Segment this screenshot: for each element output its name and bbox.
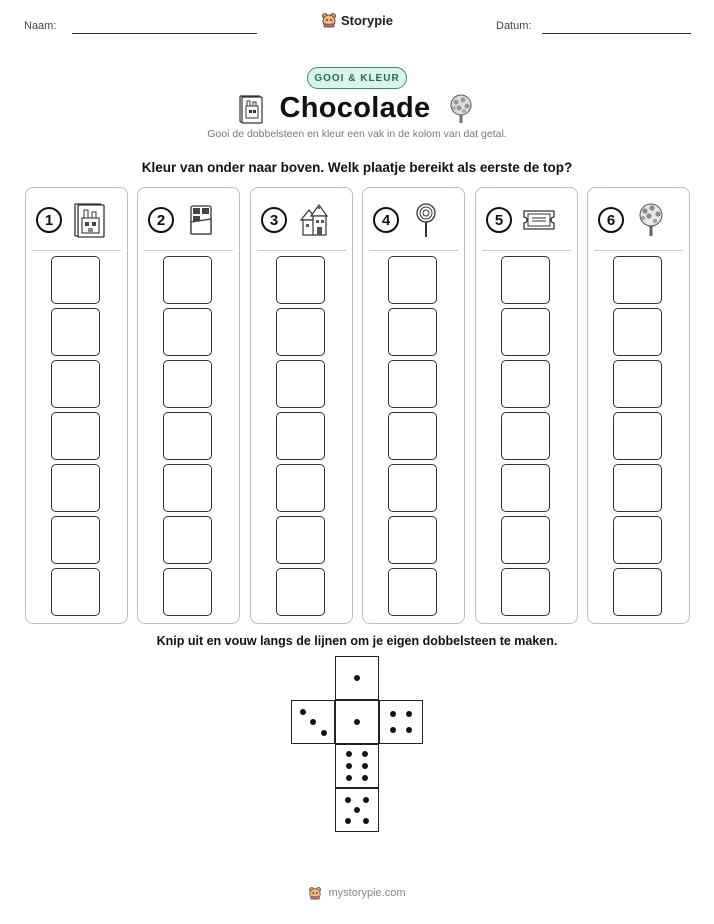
column-6 — [587, 187, 690, 624]
chocolate-bar-icon — [184, 202, 218, 238]
name-line[interactable] — [72, 33, 257, 34]
color-cell[interactable] — [388, 568, 437, 616]
color-cell[interactable] — [388, 256, 437, 304]
candy-tree-icon — [634, 202, 668, 238]
dice-instruction: Knip uit en vouw langs de lijnen om je eigen dobbelsteen te maken. — [156, 634, 558, 648]
color-cell[interactable] — [276, 412, 325, 460]
cell-stack — [501, 256, 550, 620]
dice-pip — [346, 751, 352, 757]
dice-face[interactable] — [379, 700, 423, 744]
dice-face[interactable] — [291, 700, 335, 744]
dice-pip — [363, 818, 369, 824]
color-cell[interactable] — [388, 464, 437, 512]
color-cell[interactable] — [501, 256, 550, 304]
dice-pip — [354, 807, 360, 813]
color-cell[interactable] — [613, 516, 662, 564]
color-cell[interactable] — [613, 568, 662, 616]
dice-pip — [354, 675, 360, 681]
dice-pip — [390, 711, 396, 717]
column-2 — [137, 187, 240, 624]
footer-url: mystorypie.com — [328, 887, 406, 899]
column-number: 1 — [36, 207, 62, 233]
dice-pip — [362, 763, 368, 769]
cell-stack — [51, 256, 100, 620]
color-cell[interactable] — [501, 516, 550, 564]
color-cell[interactable] — [501, 464, 550, 512]
color-cell[interactable] — [276, 568, 325, 616]
chocolate-factory-book-icon — [238, 94, 264, 124]
color-cell[interactable] — [501, 412, 550, 460]
column-4 — [362, 187, 465, 624]
color-cell[interactable] — [388, 308, 437, 356]
color-cell[interactable] — [613, 360, 662, 408]
column-number: 3 — [261, 207, 287, 233]
color-cell[interactable] — [51, 516, 100, 564]
color-cell[interactable] — [501, 308, 550, 356]
storypie-bear-icon — [308, 886, 322, 900]
footer — [0, 886, 714, 900]
color-cell[interactable] — [51, 412, 100, 460]
color-cell[interactable] — [163, 256, 212, 304]
color-cell[interactable] — [163, 516, 212, 564]
dice-pip — [321, 730, 327, 736]
dice-pip — [363, 797, 369, 803]
cell-stack — [388, 256, 437, 620]
color-cell[interactable] — [613, 464, 662, 512]
page-title: Chocolade — [279, 92, 431, 124]
color-cell[interactable] — [276, 464, 325, 512]
color-cell[interactable] — [51, 256, 100, 304]
dice-pip — [362, 751, 368, 757]
dice-pip — [406, 711, 412, 717]
brand-logo — [0, 12, 714, 28]
candy-tree-title-icon — [446, 93, 476, 125]
color-cell[interactable] — [613, 256, 662, 304]
column-5 — [475, 187, 578, 624]
color-cell[interactable] — [163, 464, 212, 512]
dice-face[interactable] — [335, 788, 379, 832]
golden-ticket-icon — [522, 202, 556, 238]
color-cell[interactable] — [388, 360, 437, 408]
color-cell[interactable] — [388, 412, 437, 460]
dice-pip — [354, 719, 360, 725]
lollipop-icon — [409, 202, 443, 238]
color-cell[interactable] — [276, 256, 325, 304]
column-3 — [250, 187, 353, 624]
color-cell[interactable] — [501, 360, 550, 408]
dice-face[interactable] — [335, 700, 379, 744]
color-cell[interactable] — [613, 412, 662, 460]
color-cell[interactable] — [51, 360, 100, 408]
color-cell[interactable] — [163, 360, 212, 408]
date-label: Datum: — [496, 20, 532, 32]
color-cell[interactable] — [388, 516, 437, 564]
chocolate-factory-icon — [72, 202, 106, 238]
color-cell[interactable] — [276, 308, 325, 356]
question-heading: Kleur van onder naar boven. Welk plaatje bereikt als eerste de top? — [141, 160, 573, 175]
color-cell[interactable] — [51, 464, 100, 512]
column-number: 4 — [373, 207, 399, 233]
candy-house-icon — [297, 202, 331, 238]
color-cell[interactable] — [501, 568, 550, 616]
color-cell[interactable] — [276, 516, 325, 564]
dice-pip — [345, 797, 351, 803]
dice-pip — [362, 775, 368, 781]
color-cell[interactable] — [613, 308, 662, 356]
column-number: 2 — [148, 207, 174, 233]
page-subtitle: Gooi de dobbelsteen en kleur een vak in de kolom van dat getal. — [207, 128, 507, 140]
cell-stack — [163, 256, 212, 620]
color-cell[interactable] — [163, 308, 212, 356]
dice-pip — [346, 775, 352, 781]
date-line[interactable] — [542, 33, 691, 34]
color-cell[interactable] — [163, 568, 212, 616]
color-cell[interactable] — [51, 568, 100, 616]
color-cell[interactable] — [51, 308, 100, 356]
column-number: 6 — [598, 207, 624, 233]
dice-pip — [406, 727, 412, 733]
dice-pip — [300, 709, 306, 715]
activity-badge: GOOI & KLEUR — [307, 67, 407, 89]
dice-face[interactable] — [335, 656, 379, 700]
column-number: 5 — [486, 207, 512, 233]
dice-pip — [345, 818, 351, 824]
color-cell[interactable] — [276, 360, 325, 408]
dice-pip — [390, 727, 396, 733]
column-1 — [25, 187, 128, 624]
color-cell[interactable] — [163, 412, 212, 460]
cell-stack — [613, 256, 662, 620]
storypie-bear-icon — [321, 12, 337, 28]
dice-face[interactable] — [335, 744, 379, 788]
cell-stack — [276, 256, 325, 620]
brand-name: Storypie — [340, 12, 393, 28]
dice-pip — [310, 719, 316, 725]
name-label: Naam: — [24, 20, 57, 32]
dice-pip — [346, 763, 352, 769]
